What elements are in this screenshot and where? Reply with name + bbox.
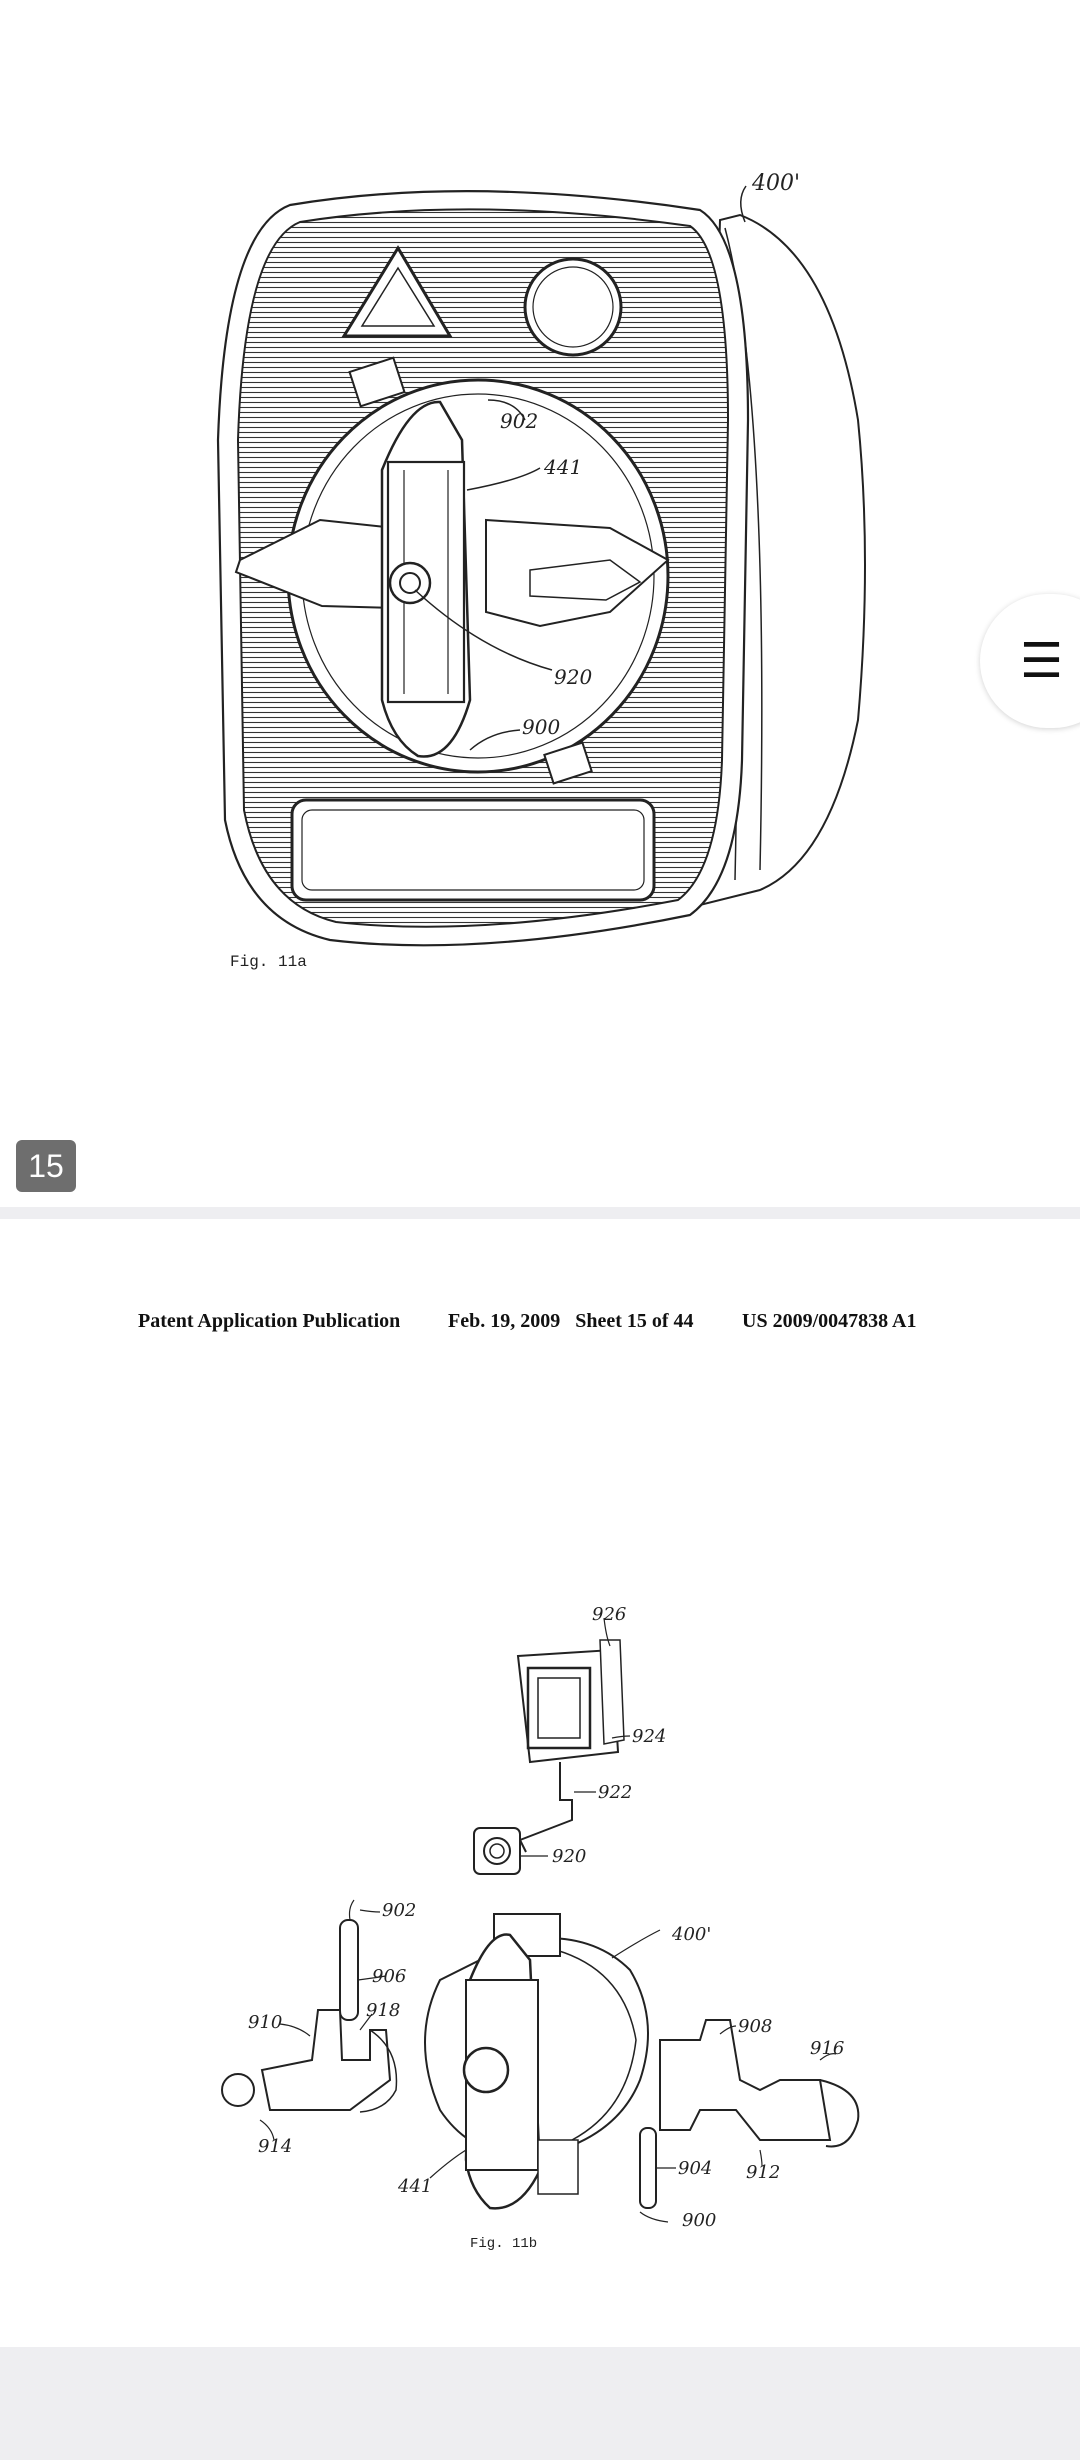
label-908: 908	[738, 2016, 773, 2037]
label-904: 904	[678, 2158, 713, 2179]
label-902-b: 902	[382, 1900, 417, 1921]
label-920-b: 920	[552, 1846, 587, 1867]
label-400: 400'	[752, 171, 801, 196]
header-date-sheet: Feb. 19, 2009 Sheet 15 of 44	[448, 1310, 694, 1332]
header-publication: Patent Application Publication	[138, 1310, 401, 1332]
figure-caption-11b: Fig. 11b	[470, 2236, 538, 2252]
label-910: 910	[248, 2012, 283, 2033]
label-441-b: 441	[398, 2176, 433, 2197]
label-922: 922	[598, 1782, 633, 1803]
label-400-b: 400'	[672, 1924, 712, 1945]
label-918: 918	[366, 2000, 401, 2021]
header-number: US 2009/0047838 A1	[742, 1310, 917, 1332]
hamburger-menu-icon: ☰	[1020, 633, 1064, 689]
figure-11b-drawing	[0, 1560, 1080, 2460]
document-page-top	[0, 0, 1080, 1207]
label-916: 916	[810, 2038, 845, 2059]
label-924: 924	[632, 1726, 667, 1747]
label-914: 914	[258, 2136, 293, 2157]
page-number: 15	[28, 1147, 64, 1184]
label-920: 920	[554, 665, 593, 689]
label-900: 900	[522, 715, 561, 739]
label-902: 902	[500, 409, 539, 433]
label-912: 912	[746, 2162, 781, 2183]
label-906: 906	[372, 1966, 407, 1987]
label-900-b: 900	[682, 2210, 717, 2231]
figure-caption: Fig. 11a	[230, 953, 307, 971]
label-441: 441	[544, 455, 583, 479]
label-926: 926	[592, 1604, 627, 1625]
page-number-badge	[16, 1140, 76, 1192]
figure-11a-drawing	[0, 0, 1080, 1207]
